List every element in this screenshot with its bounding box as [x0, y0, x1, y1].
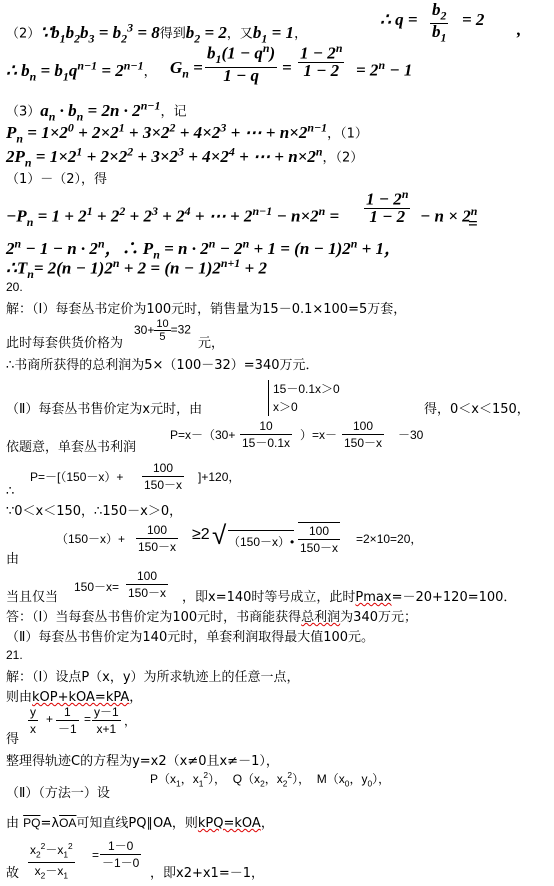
profit-tail: －30 [398, 428, 424, 442]
line-23: 解：（Ⅰ）设点P（x，y）为所求轨迹上的任意一点， [6, 670, 300, 685]
line-20: 答：（Ⅰ）当每套丛书售价定为100元时，书商能获得总利润为340万元； [6, 610, 417, 625]
fraction-7: $\frac{1 - 2^n}{1 - 2}$ [366, 187, 409, 226]
sqrt-body: （150－x）• [228, 530, 294, 550]
q-value: = 2 [462, 10, 485, 29]
line-16-tail: ]+120， [198, 470, 241, 484]
gn-result: = $2^n - 1$ [356, 58, 413, 80]
fraction-25b: $\frac{1}{-1}$ [58, 705, 77, 736]
line-22: 21. [6, 648, 23, 662]
comma: , [517, 20, 522, 39]
line-29-tail: ，即x2+x1=－1， [150, 866, 264, 881]
fraction-15a: $\frac{10}{15-0.1x}$ [242, 419, 291, 450]
fraction-q: $\frac{b_2}{b_1}$ [432, 0, 447, 45]
eq-25: = [84, 712, 92, 726]
fraction-19: $\frac{100}{150-x}$ [128, 569, 167, 600]
line-19: 当且仅当 [6, 590, 59, 605]
line-17: ∵0＜x＜150，∴150－x＞0， [6, 504, 183, 519]
line-26: 整理得轨迹C的方程为y=x2（x≠0且x≠－1）， [6, 754, 279, 769]
fraction-29a: $\frac{x_2^2-x_1^2}{x_2-x_1}$ [28, 838, 75, 884]
line-1-q: ∴ q = [380, 10, 418, 29]
therefore: ∴ [6, 484, 15, 499]
line-3: $(3)a_n \cdot b_n = 2n \cdot 2^{n-1}$，记 [6, 98, 187, 124]
geq-2: ≥2 [192, 526, 210, 543]
line-9: $\therefore T_n= 2(n - 1)2^n + 2 = (n - 1)2^{n+1} + 2$ [6, 256, 267, 282]
line-29-lead: 故 [6, 866, 20, 881]
sqrt-sign: √ [212, 520, 227, 550]
eq-sign-7: = [468, 214, 478, 233]
line-14-tail: 得，0＜x＜150， [424, 402, 530, 417]
line-24: 则由kOP+kOA=kPA， [6, 690, 143, 705]
line-16: P=－[（150－x）+ [30, 470, 124, 484]
line-19-tail: ，即x=140时等号成立，此时Pmax=－20+120=100． [182, 590, 517, 605]
line-28: 由 $\overline{PQ}=\lambda\overline{OA}$可知直线PQ∥OA，则kPQ=kOA， [6, 816, 274, 831]
line-8: $2^n - 1 - n \cdot 2^n$，∴ $P_n = n \cdot 2^n - 2^n + 1 = (n - 1)2^n + 1$， [6, 236, 402, 262]
fraction-29b: $\frac{1-0}{-1-0}$ [102, 839, 140, 870]
line-10: 20. [6, 280, 23, 294]
unit-yuan: 元， [198, 336, 225, 351]
eq-sign: = [282, 58, 292, 77]
line-5: $2P_n = 1\times 2^1 + 2\times 2^2 + 3\times 2^3 + 4\times 2^4$ + ⋯ + $n\times 2^n$，（2） [6, 144, 364, 170]
eq-cond: 150－x= [74, 580, 120, 594]
fraction-gn-2: $\frac{1 - 2^n}{1 - 2}$ [300, 41, 343, 80]
eq-29: = [92, 848, 100, 862]
line-2-bn: ∴ $b_n = b_1q^{n-1} = 2^{n-1}$， [6, 58, 157, 84]
fraction-18a: $\frac{100}{150-x}$ [138, 523, 177, 554]
line-7-tail: − $n \times 2^n$ [420, 204, 478, 226]
fraction-18b: $\frac{100}{150-x}$ [300, 524, 339, 555]
system-brace: 15－0.1x＞0 x＞0 [268, 380, 340, 416]
line-27: （Ⅱ）（方法一）设 [6, 786, 110, 801]
line-14: （Ⅱ）每套丛书售价定为x元时，由 [6, 402, 203, 417]
profit-mid: ）=x－ [300, 428, 338, 442]
profit-expr: P=x－（30+ [170, 428, 236, 442]
by: 由 [6, 552, 20, 567]
line-6: （1）－（2），得 [6, 172, 108, 187]
line-18-tail: =2×10=20， [356, 532, 423, 546]
fraction-25a: $\frac{y}{x}$ [30, 705, 36, 736]
fraction-16: $\frac{100}{150-x}$ [144, 461, 183, 492]
line-1: $(2)\because b_1b_2b_3 = b_2^3 = 8$得到$b_2 = 2$，又$b_1 = 1$， [6, 20, 308, 46]
fraction-12: 30+ $\frac{10}{5}$ =32 [134, 318, 191, 343]
comma-25: ， [124, 714, 137, 728]
line-21: （Ⅱ）每套丛书售价定为140元时，单套利润取得最大值100元。 [6, 630, 375, 645]
gn-label: $G_n$ = [170, 58, 203, 81]
fraction-15b: $\frac{100}{150-x}$ [344, 419, 383, 450]
line-13: ∴书商所获得的总利润为5×（100－32）=340万元． [6, 358, 319, 373]
fraction-gn-1: $\frac{b_1(1 - q^n)}{1 - q}$ [207, 41, 276, 86]
plus-25: + [46, 712, 54, 726]
line-11: 解：（Ⅰ）每套丛书定价为100元时，销售量为15－0.1×100=5万套， [6, 302, 407, 317]
line-7: $-P_n = 1 + 2^1 + 2^2 + 2^3 + 2^4$ + ⋯ + $2^{n-1} - n\times 2^n$ = [6, 204, 340, 230]
line-15: 依题意，单套丛书利润 [6, 440, 137, 455]
line-12: 此时每套供货价格为 [6, 336, 124, 351]
line-4: $P_n = 1\times 2^0 + 2\times 2^1 + 3\times 2^2 + 4\times 2^3$ + ⋯ + $n\times 2^{n-1}$，（1） [6, 120, 368, 146]
line-18: （150－x）+ [56, 532, 126, 546]
line-25: 得 [6, 732, 20, 747]
fraction-25c: $\frac{y-1}{x+1}$ [94, 705, 119, 736]
points-27: $P(x_1$，$x_1^2$）， $Q(x_2$，$x_2^2$）， $M(x_0$，$y_0$）， [150, 770, 391, 789]
